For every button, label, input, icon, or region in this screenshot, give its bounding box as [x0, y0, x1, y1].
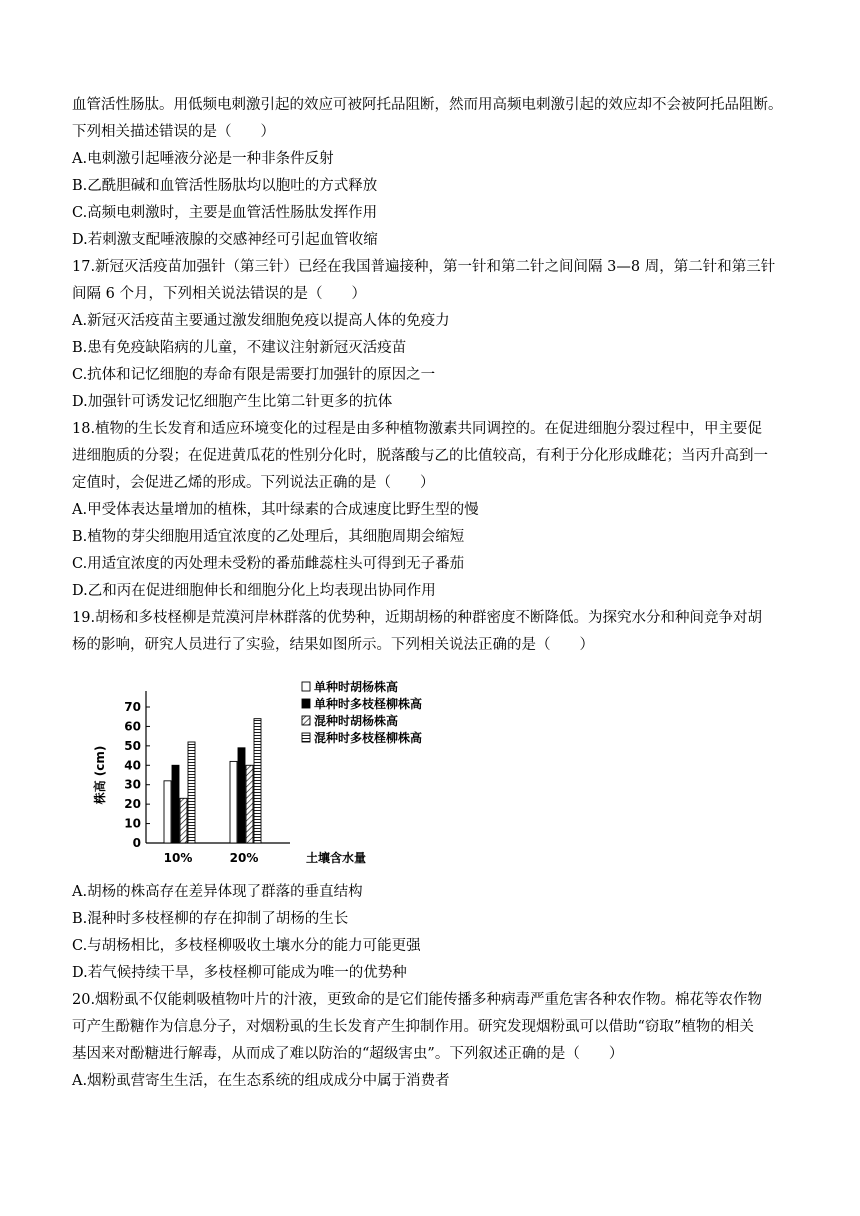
text-line: 进细胞质的分裂；在促进黄瓜花的性别分化时，脱落酸与乙的比值较高，有利于分化形成雌花；当丙升高到一 [72, 448, 768, 464]
text-line: 杨的影响，研究人员进行了实验，结果如图所示。下列相关说法正确的是（ ） [72, 637, 594, 653]
text-line: A.电刺激引起唾液分泌是一种非条件反射 [72, 151, 334, 167]
y-tick-label: 60 [124, 719, 141, 734]
legend-swatch [302, 716, 310, 725]
text-line: 18.植物的生长发育和适应环境变化的过程是由多种植物激素共同调控的。在促进细胞分裂过程中，甲主要促 [72, 421, 763, 437]
x-axis-label: 土壤含水量 [306, 851, 367, 865]
bar-chart-svg [90, 677, 450, 875]
text-line: B.乙酰胆碱和血管活性肠肽均以胞吐的方式释放 [72, 178, 378, 194]
y-tick-label: 0 [132, 836, 141, 850]
legend-swatch [302, 733, 310, 742]
text-line: A.甲受体表达量增加的植株，其叶绿素的合成速度比野生型的慢 [72, 502, 479, 518]
text-line: 定值时，会促进乙烯的形成。下列说法正确的是（ ） [72, 475, 435, 491]
text-line: 间隔 6 个月，下列相关说法错误的是（ ） [72, 286, 366, 302]
text-line: 基因来对酚糖进行解毒，从而成了难以防治的“超级害虫”。下列叙述正确的是（ ） [72, 1046, 624, 1062]
bar [172, 765, 179, 843]
text-line: B.植物的芽尖细胞用适宜浓度的乙处理后，其细胞周期会缩短 [72, 529, 465, 545]
text-line: C.与胡杨相比，多枝柽柳吸收土壤水分的能力可能更强 [72, 938, 421, 954]
legend-label: 混种时胡杨株高 [314, 714, 399, 728]
text-line: 19.胡杨和多枝柽柳是荒漠河岸林群落的优势种，近期胡杨的种群密度不断降低。为探究水分和种间竞争对胡 [72, 610, 763, 626]
bar [238, 748, 245, 843]
y-tick-label: 20 [124, 797, 141, 812]
text-line: B.患有免疫缺陷病的儿童，不建议注射新冠灭活疫苗 [72, 340, 407, 356]
x-tick-label: 20% [229, 851, 259, 865]
question-text-block-bottom [72, 879, 802, 1095]
bar [254, 719, 261, 843]
y-axis-label: 株高 (cm) [93, 745, 107, 805]
legend-label: 单种时多枝柽柳株高 [314, 697, 423, 711]
legend-label: 混种时多枝柽柳株高 [314, 731, 423, 745]
bar [188, 742, 195, 843]
text-line: C.抗体和记忆细胞的寿命有限是需要打加强针的原因之一 [72, 367, 436, 383]
legend-swatch [302, 699, 310, 708]
text-line: D.若气候持续干旱，多枝柽柳可能成为唯一的优势种 [72, 965, 407, 981]
text-line: 20.烟粉虱不仅能刺吸植物叶片的汁液，更致命的是它们能传播多种病毒严重危害各种农作物。棉花等农作物 [72, 992, 763, 1008]
text-line: D.乙和丙在促进细胞伸长和细胞分化上均表现出协同作用 [72, 583, 436, 599]
text-line: 17.新冠灭活疫苗加强针（第三针）已经在我国普遍接种，第一针和第二针之间间隔 3—8 周，第二针和第三针 [72, 259, 776, 275]
legend-label: 单种时胡杨株高 [314, 680, 399, 694]
text-line: D.若刺激支配唾液腺的交感神经可引起血管收缩 [72, 232, 378, 248]
text-line: 下列相关描述错误的是（ ） [72, 124, 275, 140]
text-line: 可产生酚糖作为信息分子，对烟粉虱的生长发育产生抑制作用。研究发现烟粉虱可以借助“窃取”植物的相关 [72, 1019, 754, 1035]
bar [246, 765, 253, 843]
text-line: B.混种时多枝柽柳的存在抑制了胡杨的生长 [72, 911, 349, 927]
exam-page [72, 92, 802, 1095]
legend-swatch [302, 682, 310, 691]
y-tick-label: 10 [124, 816, 141, 831]
bar-chart [90, 677, 450, 875]
text-line: A.新冠灭活疫苗主要通过激发细胞免疫以提高人体的免疫力 [72, 313, 450, 329]
y-tick-label: 50 [124, 738, 141, 753]
text-line: C.用适宜浓度的丙处理未受粉的番茄雌蕊柱头可得到无子番茄 [72, 556, 465, 572]
bar [180, 798, 187, 843]
text-line: C.高频电刺激时，主要是血管活性肠肽发挥作用 [72, 205, 378, 221]
bar [230, 761, 237, 843]
question-text-block-top [72, 92, 802, 659]
y-tick-label: 70 [124, 700, 141, 714]
text-line: A.烟粉虱营寄生生活，在生态系统的组成成分中属于消费者 [72, 1073, 450, 1089]
bar [164, 781, 171, 843]
text-line: D.加强针可诱发记忆细胞产生比第二针更多的抗体 [72, 394, 393, 410]
y-tick-label: 40 [124, 758, 141, 773]
x-tick-label: 10% [163, 851, 193, 865]
text-line: A.胡杨的株高存在差异体现了群落的垂直结构 [72, 884, 363, 900]
y-tick-label: 30 [124, 777, 141, 792]
text-line: 血管活性肠肽。用低频电刺激引起的效应可被阿托品阻断，然而用高频电刺激引起的效应却不会被阿托品阻断。 [72, 97, 783, 113]
